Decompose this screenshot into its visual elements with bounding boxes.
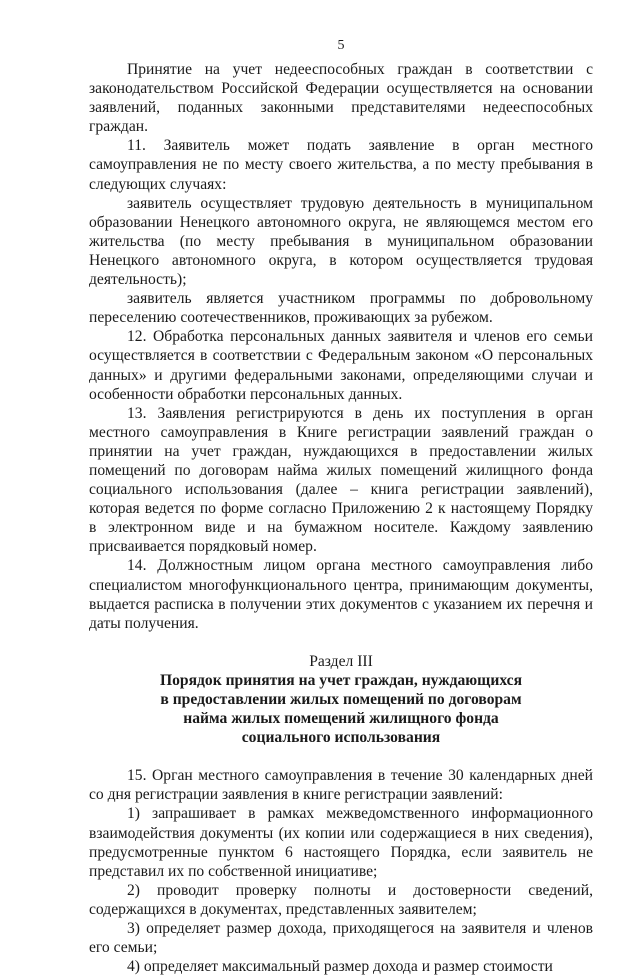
- paragraph-15-item-1: 1) запрашивает в рамках межведомственного информационного взаимодействия документы (их копии или содержащиеся в них сведения), предусмотренные пунктом 6 настоящего Порядка, если заявитель не представил их по собственной инициативе;: [89, 805, 593, 880]
- paragraph-14: 14. Должностным лицом органа местного самоуправления либо специалистом многофункционального центра, принимающим документы, выдается расписка в получении этих документов с указанием их перечня и даты получения.: [89, 557, 593, 632]
- section-title-line-1: Порядок принятия на учет граждан, нуждающихся: [159, 671, 523, 689]
- paragraph-15: 15. Орган местного самоуправления в течение 30 календарных дней со дня регистрации заявления в книге регистрации заявлений:: [89, 767, 593, 804]
- paragraph-15-item-3: 3) определяет размер дохода, приходящегося на заявителя и членов его семьи;: [89, 920, 593, 957]
- section-title-line-4: социального использования: [241, 729, 441, 747]
- paragraph-incapable-citizens: Принятие на учет недееспособных граждан в соответствии с законодательством Российской Федерации осуществляется на основании заявлений, поданных законными представителями недееспособных граждан.: [89, 61, 593, 136]
- paragraph-13: 13. Заявления регистрируются в день их поступления в орган местного самоуправления в Книге регистрации заявлений граждан о принятии на учет граждан, нуждающихся в предоставлении жилых помещений по договорам найма жилых помещений жилищного фонда социального использования (далее – книга регистрации заявлений), которая ведется по форме согласно Приложению 2 к настоящему Порядку в электронном виде и на бумажном носителе. Каждому заявлению присваивается порядковый номер.: [89, 404, 593, 556]
- paragraph-12: 12. Обработка персональных данных заявителя и членов его семьи осуществляется в соответствии с Федеральным законом «О персональных данных» и другими федеральными законами, определяющими случаи и особенности обработки персональных данных.: [89, 328, 593, 403]
- paragraph-15-item-2: 2) проводит проверку полноты и достоверности сведений, содержащихся в документах, представленных заявителем;: [89, 881, 593, 918]
- document-body: [89, 60, 593, 976]
- section-title-line-2: в предоставлении жилых помещений по договорам: [160, 691, 522, 708]
- paragraph-11: 11. Заявитель может подать заявление в орган местного самоуправления не по месту своего жительства, а по месту пребывания в следующих случаях:: [89, 137, 593, 193]
- section-label: Раздел III: [309, 652, 373, 670]
- section-gap: [89, 747, 593, 766]
- paragraph-11-case-resettlement: заявитель является участником программы по добровольному переселению соотечественников, проживающих за рубежом.: [89, 290, 593, 327]
- paragraph-15-item-4: 4) определяет максимальный размер дохода и размер стоимости: [127, 958, 553, 976]
- paragraph-11-case-work: заявитель осуществляет трудовую деятельность в муниципальном образовании Ненецкого автономного округа, не являющемся местом его жительства (по месту пребывания в муниципальном образовании Ненецкого автономного округа, в котором осуществляется трудовая деятельность);: [89, 194, 593, 289]
- section-heading: [89, 652, 593, 747]
- page-number: 5: [337, 38, 345, 53]
- section-title-line-3: найма жилых помещений жилищного фонда: [183, 710, 499, 728]
